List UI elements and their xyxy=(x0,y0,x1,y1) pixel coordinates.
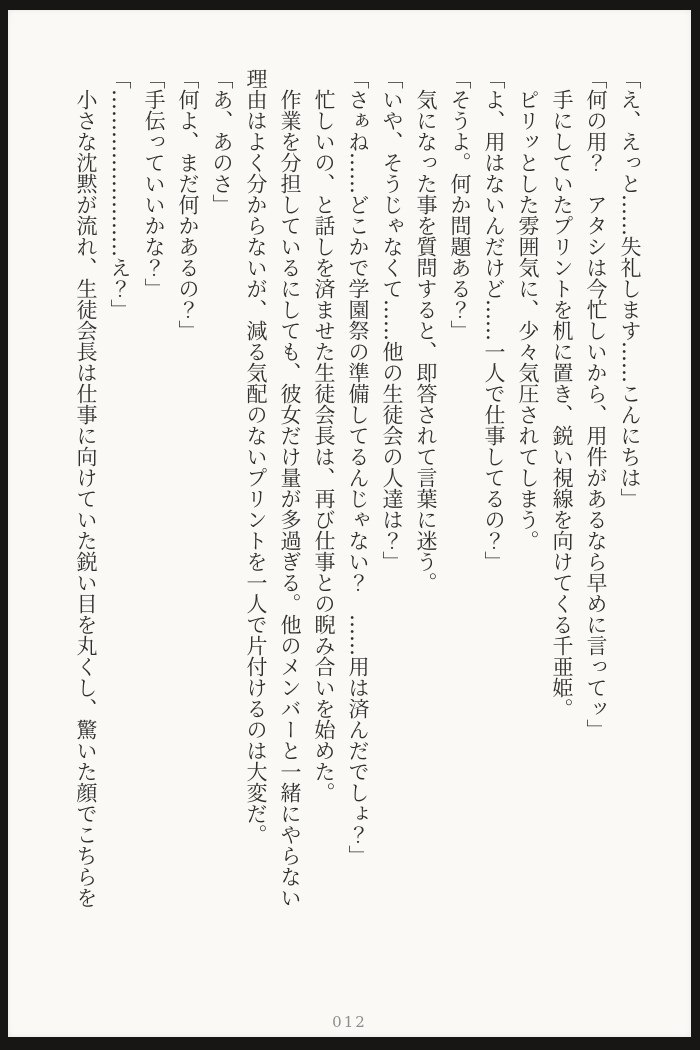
page-number: 012 xyxy=(332,1013,367,1031)
text-line: 気になった事を質問すると、即答されて言葉に迷う。 xyxy=(414,89,438,593)
text-line: 「何よ、まだ何かあるの？」 xyxy=(176,68,200,341)
text-line: 「いや、そうじゃなくて……他の生徒会の人達は？」 xyxy=(380,68,404,572)
text-line: 手にしていたプリントを机に置き、鋭い視線を向けてくる千亜姫。 xyxy=(550,89,574,719)
text-line: 忙しいの、と話しを済ませた生徒会長は、再び仕事との睨み合いを始めた。 xyxy=(312,89,336,803)
text-line: 「……………………え？」 xyxy=(108,68,132,320)
text-line: 「よ、用はないんだけど……一人で仕事してるの？」 xyxy=(482,68,506,572)
book-page[interactable] xyxy=(8,10,691,1037)
text-line: 「あ、あのさ」 xyxy=(210,68,234,215)
text-line: 小さな沈黙が流れ、生徒会長は仕事に向けていた鋭い目を丸くし、驚いた顔でこちらを xyxy=(74,89,98,908)
text-line: 「そうよ。何か問題ある？」 xyxy=(448,68,472,341)
novel-text-block xyxy=(69,68,647,910)
text-line: ピリッとした雰囲気に、少々気圧されてしまう。 xyxy=(516,89,540,551)
text-line: 「さぁね……どこかで学園祭の準備してるんじゃない？ ……用は済んだでしょ？」 xyxy=(346,68,370,866)
text-line: 「え、えっと……失礼します……こんにちは」 xyxy=(618,68,642,509)
text-line: 「何の用？ アタシは今忙しいから、用件があるなら早めに言ってッ」 xyxy=(584,68,608,740)
text-line: 「手伝っていいかな？」 xyxy=(142,68,166,299)
text-line: 作業を分担しているにしても、彼女だけ量が多過ぎる。他のメンバーと一緒にやらない理由はよく分からないが、減る気配のないプリントを一人で片付けるのは大変だ。 xyxy=(244,68,302,908)
